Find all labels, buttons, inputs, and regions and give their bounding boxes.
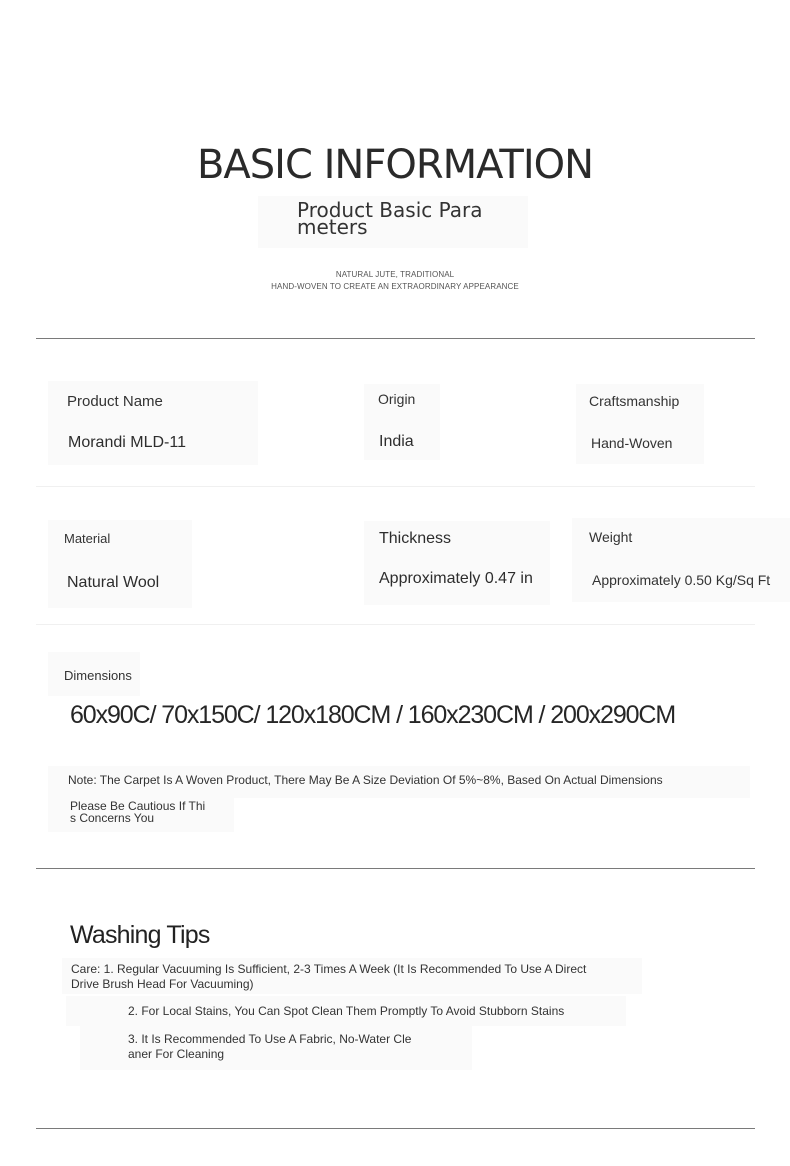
washing-tips-title: Washing Tips xyxy=(70,921,210,949)
caution-text xyxy=(70,800,205,824)
page-title: BASIC INFORMATION xyxy=(196,142,594,188)
tip-3-line-2: aner For Cleaning xyxy=(128,1047,225,1061)
material-label: Material xyxy=(64,531,111,546)
tip-3 xyxy=(128,1032,458,1062)
tip-3-line-1: 3. It Is Recommended To Use A Fabric, No-Water Cle xyxy=(128,1032,412,1046)
section-divider xyxy=(36,1128,755,1129)
origin-value: India xyxy=(379,433,414,450)
craftsmanship-label: Craftsmanship xyxy=(589,393,680,409)
tagline-line-1: NATURAL JUTE, TRADITIONAL xyxy=(335,270,455,279)
dimensions-label: Dimensions xyxy=(64,668,132,683)
tip-1-line-2: Drive Brush Head For Vacuuming) xyxy=(71,977,254,991)
thickness-label: Thickness xyxy=(379,530,452,547)
section-divider xyxy=(36,338,755,339)
tip-1 xyxy=(71,962,631,992)
tagline-line-2: HAND-WOVEN TO CREATE AN EXTRAORDINARY APPEARANCE xyxy=(271,282,519,291)
dimensions-value: 60x90C/ 70x150C/ 120x180CM / 160x230CM / 200x290CM xyxy=(70,701,676,729)
row-divider xyxy=(36,486,755,487)
page-subtitle xyxy=(297,198,497,239)
thickness-value: Approximately 0.47 in xyxy=(379,570,533,587)
origin-label: Origin xyxy=(378,391,416,407)
subtitle-line-2: meters xyxy=(297,215,368,239)
section-divider xyxy=(36,868,755,869)
tip-1-line-1: Care: 1. Regular Vacuuming Is Sufficient, 2-3 Times A Week (It Is Recommended To Use A Direct xyxy=(71,962,587,976)
weight-value: Approximately 0.50 Kg/Sq Ft xyxy=(592,572,771,588)
subtitle-line-1: Product Basic Para xyxy=(297,198,483,222)
product-name-value: Morandi MLD-11 xyxy=(68,434,186,451)
row-divider xyxy=(36,624,755,625)
weight-label: Weight xyxy=(589,529,633,545)
caution-line-2: s Concerns You xyxy=(70,811,155,825)
material-value: Natural Wool xyxy=(67,574,160,591)
tip-2: 2. For Local Stains, You Can Spot Clean Them Promptly To Avoid Stubborn Stains xyxy=(128,1004,565,1018)
craftsmanship-value: Hand-Woven xyxy=(591,435,673,451)
caution-line-1: Please Be Cautious If Thi xyxy=(70,799,206,813)
product-name-label: Product Name xyxy=(67,393,163,410)
size-note: Note: The Carpet Is A Woven Product, There May Be A Size Deviation Of 5%~8%, Based On Actual Dimensions xyxy=(68,773,663,787)
